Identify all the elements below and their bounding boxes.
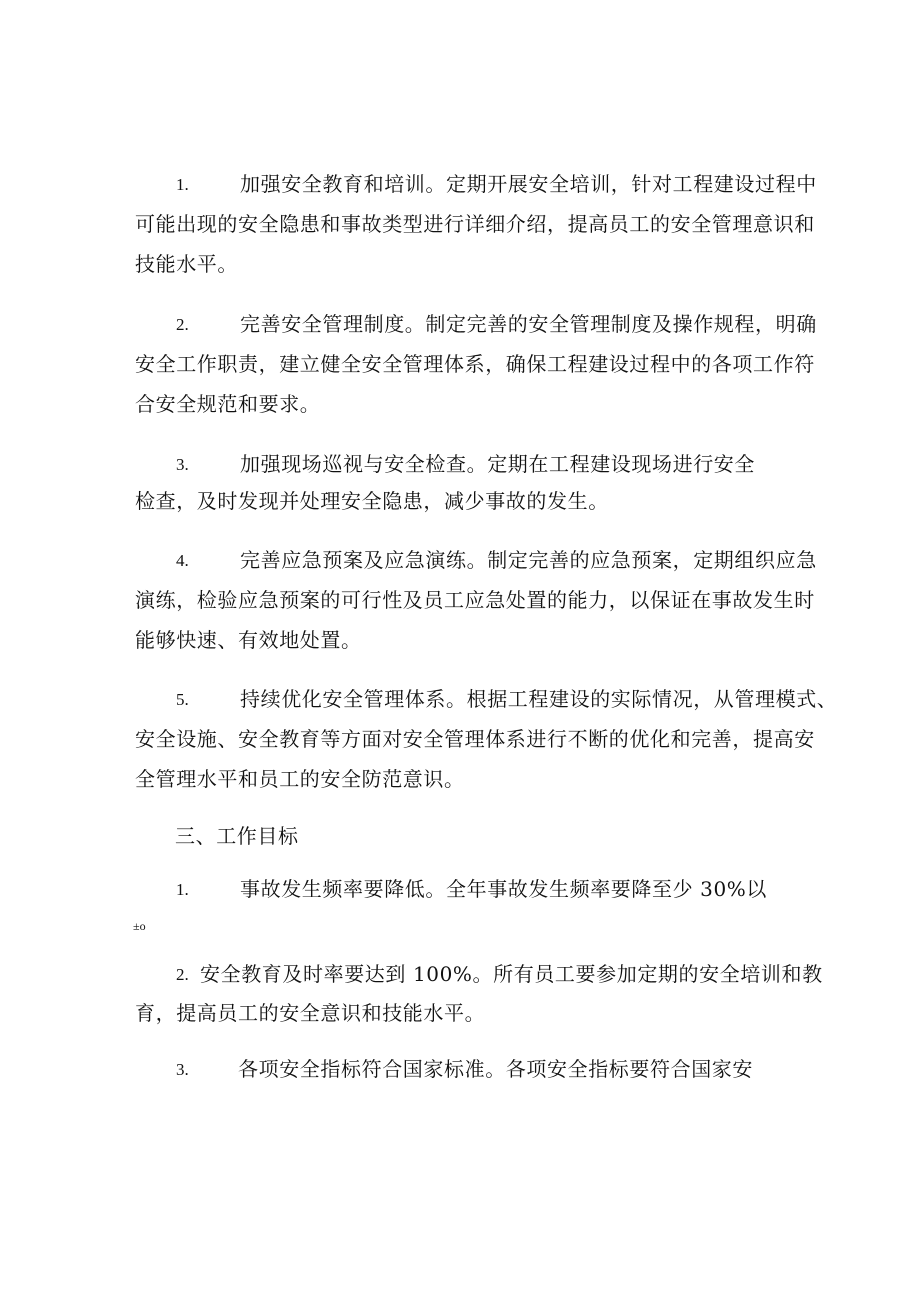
goal-3-number: 3. bbox=[176, 1060, 189, 1079]
goal-1-fragment: ±o bbox=[133, 919, 146, 933]
item-1-line-2: 可能出现的安全隐患和事故类型进行详细介绍，提高员工的安全管理意识和 bbox=[135, 212, 815, 236]
item-4-number: 4. bbox=[176, 551, 189, 570]
item-5-line-2: 安全设施、安全教育等方面对安全管理体系进行不断的优化和完善，提高安 bbox=[135, 727, 815, 751]
item-5-line-3: 全管理水平和员工的安全防范意识。 bbox=[135, 767, 465, 791]
section-heading: 三、工作目标 bbox=[175, 824, 299, 848]
item-3-line-1: 加强现场巡视与安全检查。定期在工程建设现场进行安全 bbox=[240, 452, 755, 476]
item-2-line-1: 完善安全管理制度。制定完善的安全管理制度及操作规程，明确 bbox=[240, 312, 817, 336]
item-4-line-2: 演练，检验应急预案的可行性及员工应急处置的能力，以保证在事故发生时 bbox=[135, 588, 815, 612]
goal-1-line-1: 事故发生频率要降低。全年事故发生频率要降至少 30%以 bbox=[240, 877, 768, 901]
item-1-line-3: 技能水平。 bbox=[135, 252, 238, 276]
item-1-number: 1. bbox=[176, 175, 189, 194]
item-3-number: 3. bbox=[176, 455, 189, 474]
item-1-line-1: 加强安全教育和培训。定期开展安全培训，针对工程建设过程中 bbox=[240, 172, 817, 196]
item-2-line-2: 安全工作职责，建立健全安全管理体系，确保工程建设过程中的各项工作符 bbox=[135, 352, 815, 376]
item-4-line-1: 完善应急预案及应急演练。制定完善的应急预案，定期组织应急 bbox=[240, 548, 817, 572]
goal-3-line-1: 各项安全指标符合国家标准。各项安全指标要符合国家安 bbox=[238, 1057, 753, 1081]
item-3-line-2: 检查，及时发现并处理安全隐患，减少事故的发生。 bbox=[135, 489, 609, 513]
item-5-line-1: 持续优化安全管理体系。根据工程建设的实际情况，从管理模式、 bbox=[240, 687, 838, 711]
item-2-line-3: 合安全规范和要求。 bbox=[135, 392, 321, 416]
item-2-number: 2. bbox=[176, 315, 189, 334]
goal-2-number: 2. bbox=[176, 965, 189, 984]
item-5-number: 5. bbox=[176, 690, 189, 709]
goal-2-line-2: 育，提高员工的安全意识和技能水平。 bbox=[135, 1001, 486, 1025]
item-4-line-3: 能够快速、有效地处置。 bbox=[135, 628, 362, 652]
goal-2-line-1: 安全教育及时率要达到 100%。所有员工要参加定期的安全培训和教 bbox=[200, 962, 823, 986]
goal-1-number: 1. bbox=[176, 880, 189, 899]
